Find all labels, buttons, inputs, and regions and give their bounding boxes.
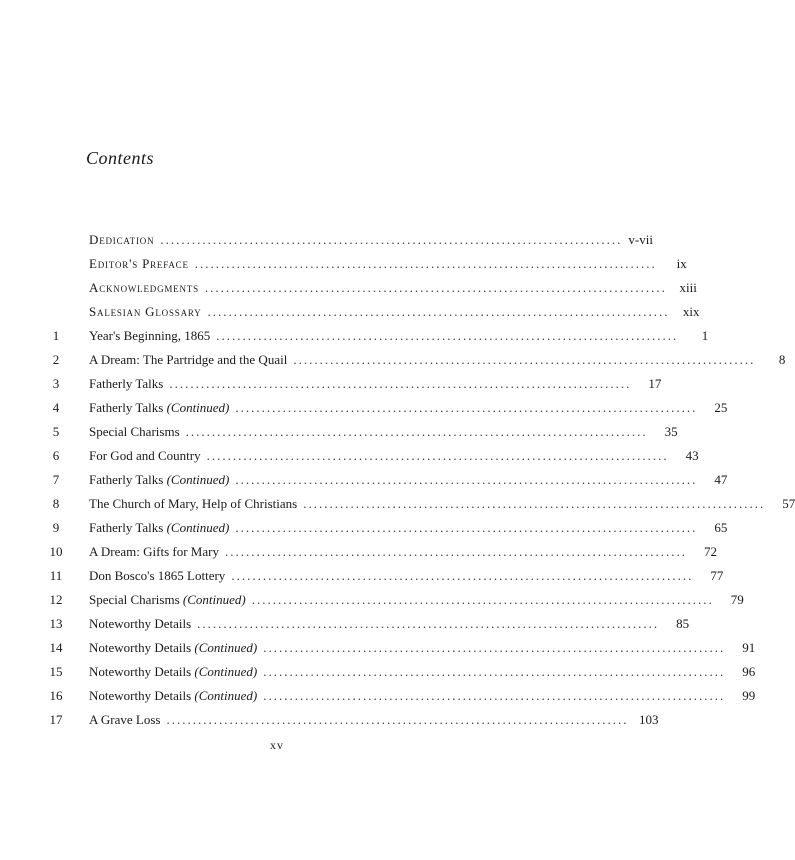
toc-chapter-5[interactable] [0,422,678,442]
leader-dots: ........................................................................................ [166,712,629,727]
leader-dots: ........................................................................................ [303,496,766,511]
toc-entry-title: Year's Beginning, 1865 [89,328,211,343]
toc-chapter-6[interactable] [0,446,699,466]
chapter-number: 17 [49,712,63,727]
toc-entry-title: Fatherly Talks (Continued) [89,520,230,535]
chapter-number: 11 [49,568,63,583]
toc-chapter-4[interactable] [0,398,728,418]
toc-page-number: 1 [701,328,709,343]
toc-entry-title: Noteworthy Details (Continued) [89,664,258,679]
toc-page-number: 57 [782,496,795,511]
chapter-number: 1 [52,328,60,343]
toc-chapter-3[interactable] [0,374,662,394]
toc-page-number: 79 [730,592,744,607]
toc-entry-title: For God and Country [89,448,201,463]
toc-entry-title: A Dream: Gifts for Mary [89,544,219,559]
toc-entry-title: Acknowledgments [89,280,199,295]
toc-page-number: 77 [710,568,724,583]
leader-dots: ........................................................................................ [293,352,756,367]
toc-entry-title: Fatherly Talks (Continued) [89,400,230,415]
toc-page-number: v-vii [628,232,653,247]
toc-entry-dedication[interactable] [0,230,653,250]
toc-chapter-2[interactable] [0,350,786,370]
leader-dots: ........................................................................................ [207,304,670,319]
leader-dots: ........................................................................................ [235,400,698,415]
leader-dots: ........................................................................................ [251,592,714,607]
leader-dots: ........................................................................................ [235,472,698,487]
toc-entry-title: Fatherly Talks (Continued) [89,472,230,487]
leader-dots: ........................................................................................ [263,664,726,679]
leader-dots: ........................................................................................ [169,376,632,391]
chapter-number: 12 [49,592,63,607]
toc-entry-title: The Church of Mary, Help of Christians [89,496,298,511]
toc-chapter-15[interactable] [0,662,756,682]
chapter-number: 4 [52,400,60,415]
chapter-number: 2 [52,352,60,367]
toc-chapter-16[interactable] [0,686,756,706]
toc-chapter-13[interactable] [0,614,690,634]
toc-page-number: 103 [639,712,659,727]
leader-dots: ........................................................................................ [263,640,726,655]
chapter-number: 14 [49,640,63,655]
toc-entry-title: Editor's Preface [89,256,189,271]
chapter-number: 7 [52,472,60,487]
leader-dots: ........................................................................................ [263,688,726,703]
leader-dots: ........................................................................................ [204,280,667,295]
toc-chapter-8[interactable] [0,494,795,514]
toc-entry-title: A Grave Loss [89,712,161,727]
toc-entry-editors-preface[interactable] [0,254,687,274]
toc-entry-title: Fatherly Talks [89,376,164,391]
toc-entry-title: A Dream: The Partridge and the Quail [89,352,288,367]
leader-dots: ........................................................................................ [185,424,648,439]
toc-page-number: ix [676,256,687,271]
leader-dots: ........................................................................................ [206,448,669,463]
toc-chapter-1[interactable] [0,326,709,346]
toc-chapter-9[interactable] [0,518,728,538]
chapter-number: 3 [52,376,60,391]
chapter-number: 5 [52,424,60,439]
chapter-number: 13 [49,616,63,631]
toc-page-number: 17 [648,376,662,391]
toc-chapter-7[interactable] [0,470,728,490]
toc-entry-title: Noteworthy Details (Continued) [89,640,258,655]
toc-page-number: 8 [778,352,786,367]
toc-entry-title: Special Charisms (Continued) [89,592,246,607]
toc-entry-title: Dedication [89,232,155,247]
page-folio: xv [270,738,284,752]
toc-page-number: 65 [714,520,728,535]
toc-page-number: 43 [685,448,699,463]
toc-page-number: xiii [679,280,697,295]
chapter-number: 15 [49,664,63,679]
chapter-number: 9 [52,520,60,535]
toc-chapter-14[interactable] [0,638,756,658]
toc-page-number: xix [682,304,700,319]
leader-dots: ........................................................................................ [160,232,623,247]
toc-entry-title: Salesian Glossary [89,304,202,319]
toc-page-number: 47 [714,472,728,487]
toc-chapter-17[interactable] [0,710,659,730]
leader-dots: ........................................................................................ [224,544,687,559]
toc-entry-title: Special Charisms [89,424,180,439]
toc-page-number: 35 [664,424,678,439]
toc-page-number: 96 [742,664,756,679]
toc-page-number: 85 [676,616,690,631]
toc-chapter-12[interactable] [0,590,744,610]
leader-dots: ........................................................................................ [194,256,657,271]
toc-page-number: 91 [742,640,756,655]
toc-entry-title: Noteworthy Details (Continued) [89,688,258,703]
toc-entry-acknowledgments[interactable] [0,278,697,298]
toc-page-number: 99 [742,688,756,703]
leader-dots: ........................................................................................ [231,568,694,583]
page-title: Contents [86,148,155,168]
toc-entry-salesian-glossary[interactable] [0,302,700,322]
chapter-number: 16 [49,688,63,703]
toc-chapter-11[interactable] [0,566,724,586]
toc-page-number: 72 [703,544,717,559]
leader-dots: ........................................................................................ [235,520,698,535]
toc-entry-title: Noteworthy Details [89,616,192,631]
toc-page-number: 25 [714,400,728,415]
chapter-number: 6 [52,448,60,463]
toc-chapter-10[interactable] [0,542,717,562]
chapter-number: 8 [52,496,60,511]
leader-dots: ........................................................................................ [216,328,679,343]
toc-entry-title: Don Bosco's 1865 Lottery [89,568,226,583]
chapter-number: 10 [49,544,63,559]
leader-dots: ........................................................................................ [197,616,660,631]
